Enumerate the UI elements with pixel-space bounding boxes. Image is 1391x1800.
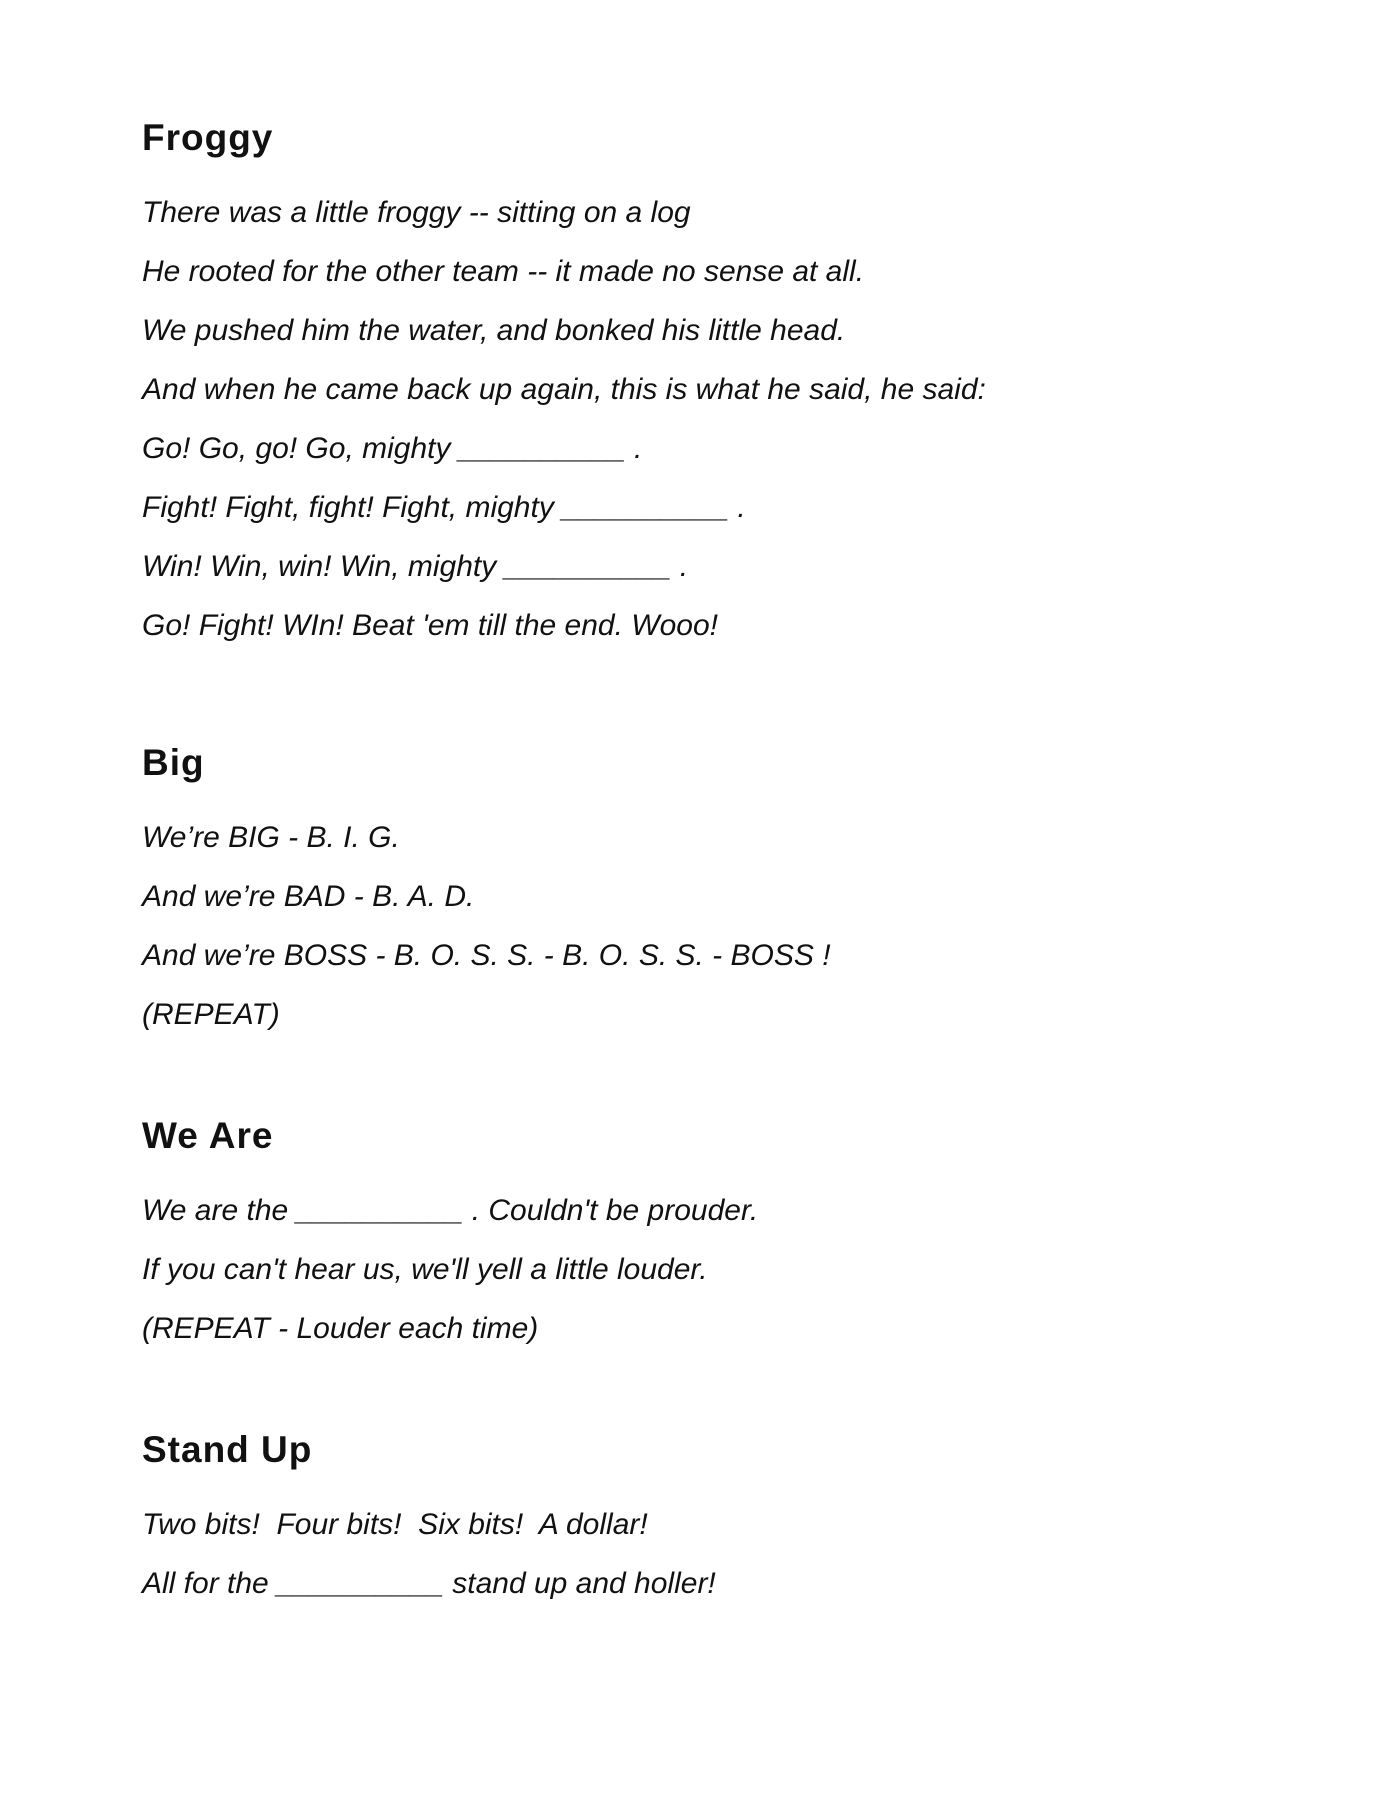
cheer-line: All for the __________ stand up and holler! bbox=[142, 1567, 716, 1600]
cheer-line: There was a little froggy -- sitting on a log bbox=[142, 196, 691, 229]
cheer-line: (REPEAT) bbox=[142, 998, 280, 1031]
cheer-line: And we’re BAD - B. A. D. bbox=[142, 880, 475, 913]
cheer-lines bbox=[142, 1181, 758, 1358]
cheer-line: If you can't hear us, we'll yell a little louder. bbox=[142, 1253, 708, 1286]
section-title: Stand Up bbox=[142, 1429, 313, 1470]
cheer-line: And when he came back up again, this is what he said, he said: bbox=[142, 373, 986, 406]
section-we-are bbox=[142, 1116, 758, 1358]
cheer-lines bbox=[142, 1495, 716, 1613]
section-title: Froggy bbox=[142, 117, 274, 158]
section-stand-up bbox=[142, 1430, 716, 1613]
cheer-line: Two bits! Four bits! Six bits! A dollar! bbox=[142, 1508, 648, 1541]
cheer-lines bbox=[142, 808, 831, 1044]
section-title: We Are bbox=[142, 1115, 274, 1156]
cheer-lines bbox=[142, 183, 986, 655]
cheer-line: We pushed him the water, and bonked his little head. bbox=[142, 314, 846, 347]
cheer-line: And we’re BOSS - B. O. S. S. - B. O. S. S. - BOSS ! bbox=[142, 939, 831, 972]
cheer-line: (REPEAT - Louder each time) bbox=[142, 1312, 539, 1345]
cheer-line: He rooted for the other team -- it made no sense at all. bbox=[142, 255, 865, 288]
cheer-line: Go! Go, go! Go, mighty __________ . bbox=[142, 432, 643, 465]
section-title: Big bbox=[142, 742, 205, 783]
cheer-line: We’re BIG - B. I. G. bbox=[142, 821, 400, 854]
section-froggy bbox=[142, 118, 986, 655]
section-big bbox=[142, 743, 831, 1044]
cheer-line: Go! Fight! WIn! Beat 'em till the end. Wooo! bbox=[142, 609, 718, 642]
cheer-line: Win! Win, win! Win, mighty __________ . bbox=[142, 550, 689, 583]
cheer-line: We are the __________ . Couldn't be prouder. bbox=[142, 1194, 759, 1227]
cheer-line: Fight! Fight, fight! Fight, mighty __________ . bbox=[142, 491, 746, 524]
